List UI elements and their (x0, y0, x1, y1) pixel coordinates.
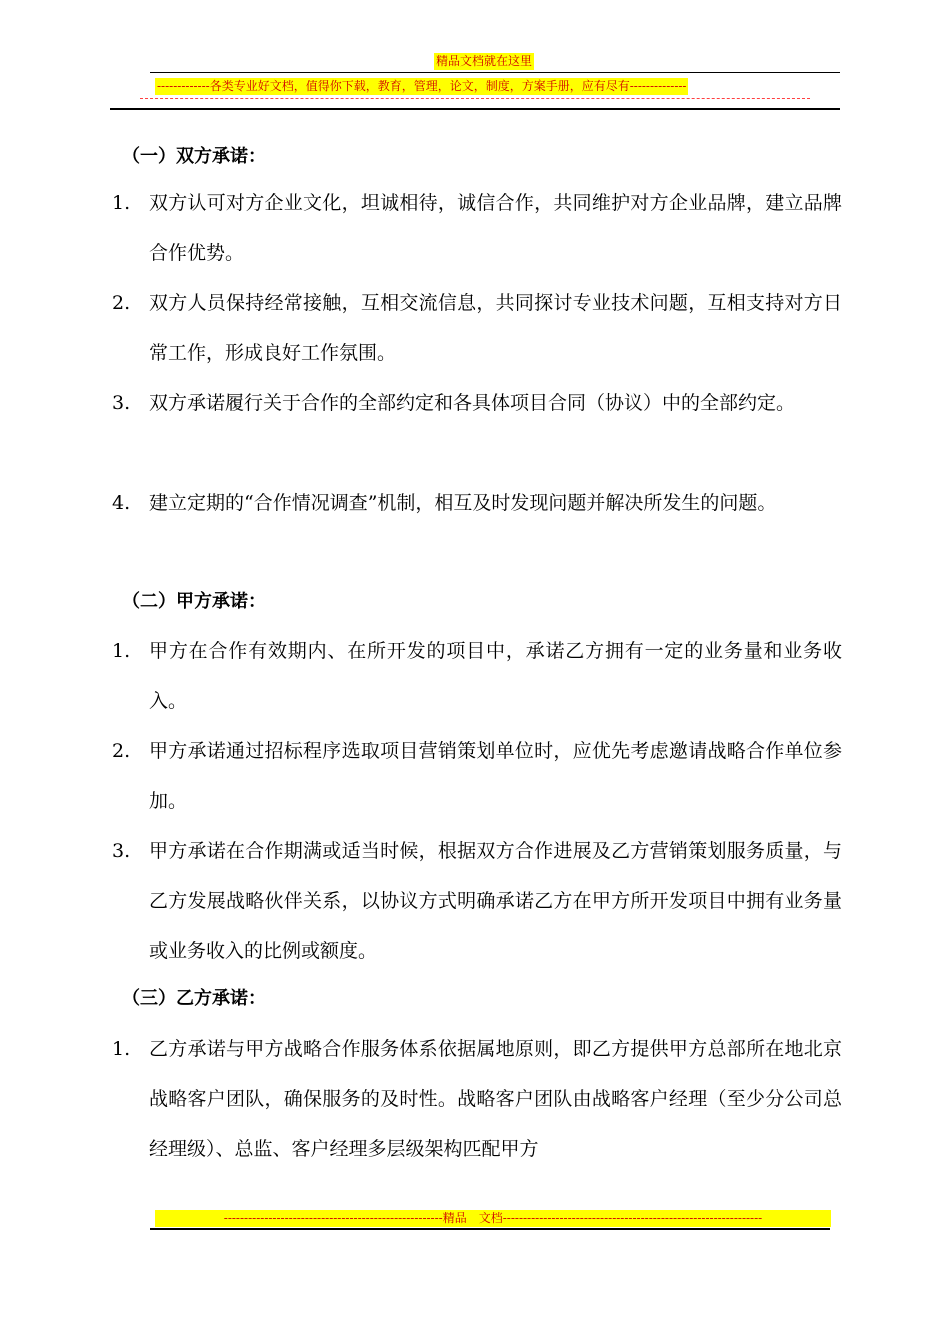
section-heading-mutual: （一）双方承诺： (122, 146, 266, 167)
section-heading-party-b: （三）乙方承诺： (122, 988, 266, 1009)
list-item (112, 726, 842, 826)
list-item-text: 建立定期的“合作情况调查”机制，相互及时发现问题并解决所发生的问题。 (149, 492, 777, 514)
list-item-number: 3. (112, 392, 131, 414)
list-item-text: 双方承诺履行关于合作的全部约定和各具体项目合同（协议）中的全部约定。 (149, 392, 796, 414)
header-title: 精品文档就在这里 (436, 54, 533, 68)
list-item-number: 4. (112, 492, 131, 514)
list-item-text: 甲方承诺通过招标程序选取项目营销策划单位时，应优先考虑邀请战略合作单位参加。 (149, 740, 842, 812)
list-item-text: 甲方在合作有效期内、在所开发的项目中，承诺乙方拥有一定的业务量和业务收入。 (149, 640, 842, 712)
list-item-number: 1. (112, 192, 131, 214)
list-item-number: 2. (112, 292, 131, 314)
list-item-number: 2. (112, 740, 131, 762)
header-banner: -------------各类专业好文档，值得你下载，教育，管理，论文，制度，方案手册，应有尽有-------------- (157, 79, 687, 93)
header-dashed-rule (140, 98, 810, 99)
list-item (112, 626, 842, 726)
list-item (112, 478, 842, 528)
section-heading-party-a: （二）甲方承诺： (122, 591, 266, 612)
footer-banner: ------------------------------------------------------精品 文档---------------------------------------------------------------- (155, 1210, 831, 1227)
list-item-text: 甲方承诺在合作期满或适当时候，根据双方合作进展及乙方营销策划服务质量，与乙方发展战略伙伴关系，以协议方式明确承诺乙方在甲方所开发项目中拥有业务量或业务收入的比例或额度。 (149, 840, 842, 962)
list-item-number: 1. (112, 640, 131, 662)
footer-divider (150, 1228, 830, 1230)
header-divider-thin (150, 72, 840, 73)
list-item-number: 1. (112, 1038, 131, 1060)
list-item (112, 378, 842, 428)
list-item-number: 3. (112, 840, 131, 862)
list-item (112, 278, 842, 378)
list-item-text: 双方人员保持经常接触，互相交流信息，共同探讨专业技术问题，互相支持对方日常工作，形成良好工作氛围。 (149, 292, 842, 364)
list-item-text: 双方认可对方企业文化，坦诚相待，诚信合作，共同维护对方企业品牌，建立品牌合作优势。 (149, 192, 842, 264)
list-item (112, 826, 842, 976)
header-divider-thick (110, 108, 840, 110)
list-item-text: 乙方承诺与甲方战略合作服务体系依据属地原则，即乙方提供甲方总部所在地北京战略客户团队，确保服务的及时性。战略客户团队由战略客户经理（至少分公司总经理级）、总监、客户经理多层级架构匹配甲方 (149, 1038, 842, 1160)
list-item (112, 178, 842, 278)
list-item (112, 1024, 842, 1174)
